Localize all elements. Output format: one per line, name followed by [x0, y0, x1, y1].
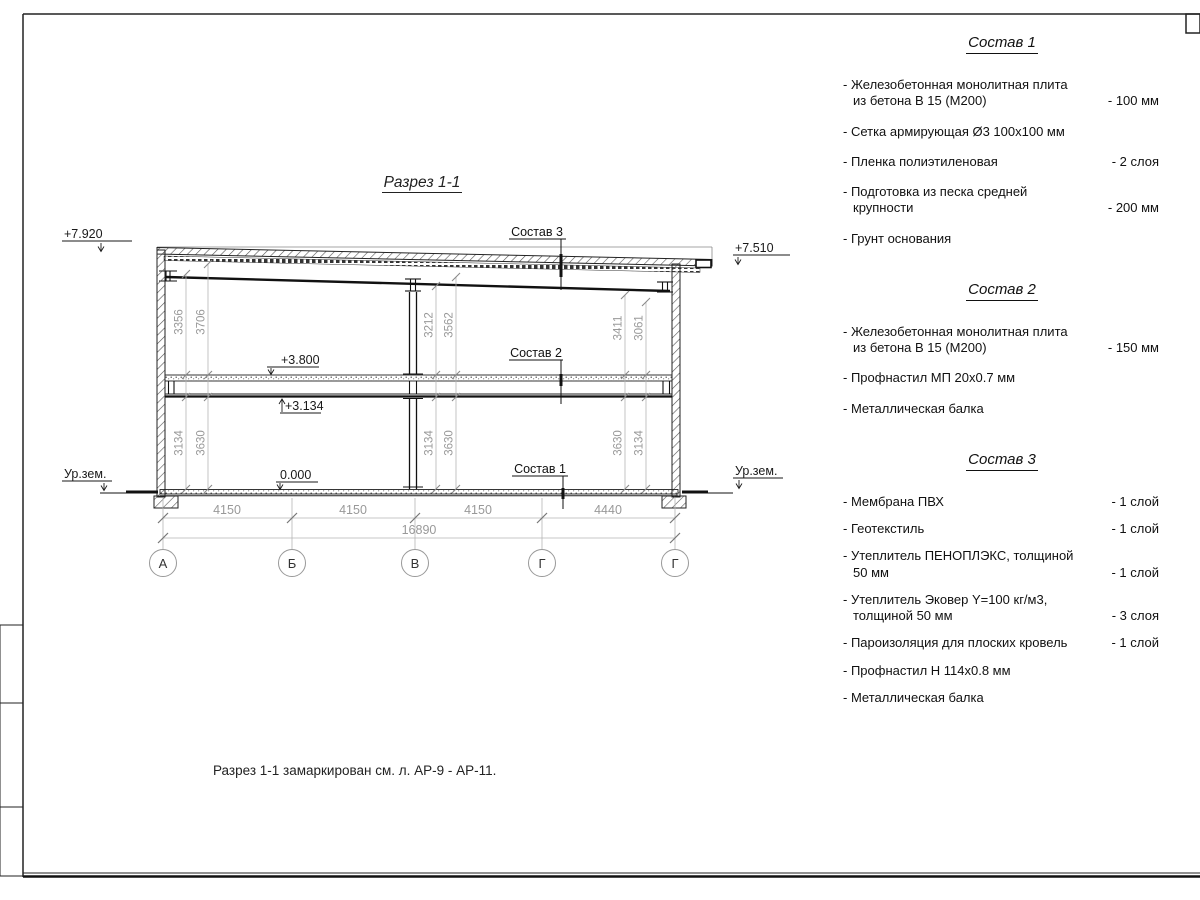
hdim-total-label: 16890: [401, 523, 437, 537]
hdim-label: 4150: [339, 503, 367, 517]
ground-slab: [160, 490, 678, 495]
vdim-label: 3630: [443, 430, 456, 456]
vdim-label: 3134: [423, 430, 436, 456]
composition-item: [843, 370, 1161, 386]
layer-name: - Грунт основания: [843, 230, 952, 246]
layer-name: - Профнастил МП 20х0.7 мм: [843, 370, 1016, 386]
composition-item: [843, 401, 1161, 417]
ground-level-right: Ур.зем.: [735, 464, 778, 478]
axis-label: В: [410, 556, 420, 571]
axis-bubbles: [150, 550, 689, 577]
wall-right: [672, 264, 680, 497]
composition-item: [843, 184, 1161, 217]
layer-name: - Металлическая балка: [843, 689, 984, 705]
composition-item: [843, 690, 1161, 706]
layer-value: - 1 слой: [1111, 521, 1159, 536]
level-slab2: +3.800: [281, 353, 320, 367]
vdim-label: 3212: [423, 312, 436, 338]
vdim-label: 3630: [612, 430, 625, 456]
layer-value: - 200 мм: [1107, 200, 1159, 216]
composition-item: [843, 521, 1161, 537]
callout-sostav2: Состав 2: [510, 346, 562, 360]
layer-name: - Пароизоляция для плоских кровель: [843, 635, 1068, 651]
composition-item: [843, 548, 1161, 581]
layer-value: - 3 слоя: [1111, 608, 1159, 623]
axis-label: Г: [538, 556, 546, 571]
roof-edge-cap: [696, 260, 711, 268]
vdim-label: 3061: [633, 315, 646, 341]
composition-item: [843, 494, 1161, 510]
composition-sostav-1: [843, 34, 1161, 247]
composition-item: [843, 154, 1161, 170]
floor-beam-stubs: [169, 381, 670, 394]
composition-item: [843, 592, 1161, 625]
axis-label: А: [158, 556, 168, 571]
composition-title: Состав 2: [843, 281, 1161, 298]
composition-item: [843, 663, 1161, 679]
axis-label: Б: [287, 556, 297, 571]
vdim-label: 3706: [195, 309, 208, 335]
layer-value: - 1 слой: [1111, 493, 1159, 509]
floor-slab: [165, 375, 672, 381]
layer-value: - 1 слой: [1111, 564, 1159, 580]
callout-sostav1: Состав 1: [514, 462, 566, 476]
layer-name: - Профнастил Н 114х0.8 мм: [843, 662, 1011, 678]
composition-item: [843, 324, 1161, 357]
column-B: [403, 292, 423, 489]
layer-name: - Металлическая балка: [843, 400, 984, 416]
compositions-column: [843, 34, 1161, 717]
layer-name: - Железобетонная монолитная плита из бетона В 15 (М200): [843, 77, 1068, 109]
building-section: [100, 247, 733, 508]
layer-name: - Утеплитель Эковер Y=100 кг/м3, толщиной 50 мм: [843, 591, 1048, 623]
composition-item: [843, 231, 1161, 247]
layer-value: - 2 слоя: [1111, 153, 1159, 169]
layer-name: - Подготовка из песка средней крупности: [843, 184, 1028, 216]
layer-name: - Мембрана ПВХ: [843, 493, 944, 509]
foundation-right: [662, 496, 686, 508]
composition-item: [843, 124, 1161, 140]
axis-label: Г: [671, 556, 679, 571]
composition-title: Состав 3: [843, 451, 1161, 468]
vdim-label: 3411: [612, 315, 625, 341]
layer-name: - Сетка армирующая Ø3 100х100 мм: [843, 123, 1065, 139]
callout-sostav3: Состав 3: [511, 225, 563, 239]
composition-item: [843, 635, 1161, 651]
hdim-label: 4440: [594, 503, 622, 517]
vdim-label: 3562: [443, 312, 456, 338]
ground-level-left: Ур.зем.: [64, 467, 107, 481]
view-title: Разрез 1-1: [383, 174, 461, 191]
vdim-label: 3134: [173, 430, 186, 456]
layer-name: - Железобетонная монолитная плита из бетона В 15 (М200): [843, 323, 1068, 355]
vdim-label: 3356: [173, 309, 186, 335]
layer-value: - 150 мм: [1107, 340, 1159, 355]
layer-name: - Пленка полиэтиленовая: [843, 153, 998, 169]
composition-item: [843, 77, 1161, 110]
level-zero: 0.000: [280, 468, 312, 482]
reference-note: Разрез 1-1 замаркирован см. л. АР-9 - АР-11.: [213, 763, 497, 778]
composition-sostav-2: [843, 281, 1161, 417]
hdim-label: 4150: [464, 503, 492, 517]
hdim-label: 4150: [213, 503, 241, 517]
layer-name: - Геотекстиль: [843, 521, 925, 536]
level-roof-right: +7.510: [735, 241, 774, 255]
foundation-left: [154, 496, 178, 508]
wall-left: [157, 250, 165, 497]
vdim-label: 3134: [633, 430, 646, 456]
composition-sostav-3: [843, 451, 1161, 706]
level-roof-left: +7.920: [64, 227, 103, 241]
level-beam2: +3.134: [285, 399, 324, 413]
composition-title: Состав 1: [843, 34, 1161, 51]
vdim-label: 3630: [195, 430, 208, 456]
horizontal-dimensions: [150, 498, 689, 577]
layer-value: - 1 слой: [1111, 635, 1159, 651]
layer-name: - Утеплитель ПЕНОПЛЭКС, толщиной 50 мм: [843, 548, 1074, 580]
layer-value: - 100 мм: [1107, 93, 1159, 109]
